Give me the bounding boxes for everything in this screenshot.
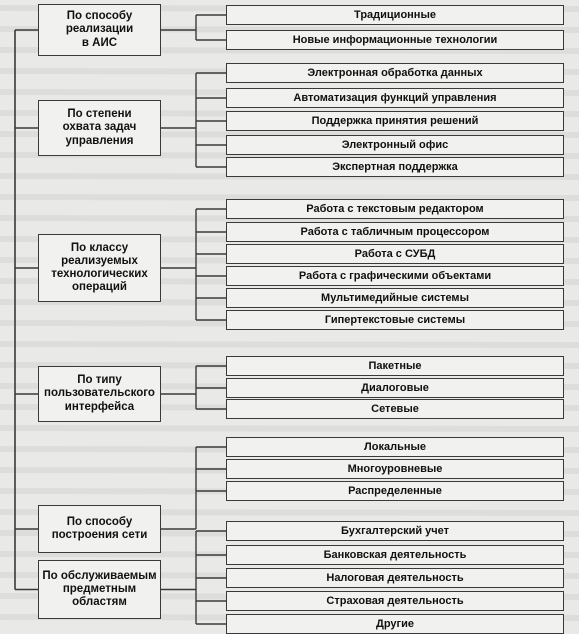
item-box (226, 437, 564, 457)
item-box (226, 521, 564, 541)
item-label: Экспертная поддержка (332, 160, 458, 173)
category-box-5 (38, 560, 161, 619)
item-box (226, 378, 564, 398)
item-box (226, 356, 564, 376)
item-label: Гипертекстовые системы (324, 313, 466, 326)
item-box (226, 63, 564, 83)
item-box (226, 222, 564, 242)
item-label: Пакетные (368, 359, 422, 372)
item-box (226, 614, 564, 634)
item-label: Бухгалтерский учет (340, 524, 450, 537)
item-label: Налоговая деятельность (326, 571, 464, 584)
item-box (226, 459, 564, 479)
category-box-0 (38, 4, 161, 56)
item-box (226, 288, 564, 308)
category-box-4 (38, 505, 161, 553)
item-box (226, 135, 564, 155)
item-box (226, 310, 564, 330)
item-box (226, 568, 564, 588)
item-box (226, 266, 564, 286)
item-label: Сетевые (371, 402, 419, 415)
item-box (226, 244, 564, 264)
item-box (226, 157, 564, 177)
item-label: Автоматизация функций управления (293, 91, 497, 104)
item-label: Мультимедийные системы (321, 291, 469, 304)
item-label: Диалоговые (361, 381, 429, 394)
item-box (226, 111, 564, 131)
item-label: Работа с табличным процессором (300, 225, 490, 238)
item-label: Работа с текстовым редактором (306, 202, 484, 215)
item-label: Поддержка принятия решений (311, 114, 479, 127)
category-label: По классу реализуемых технологических операций (51, 241, 148, 294)
item-label: Работа с графическими объектами (298, 269, 492, 282)
item-label: Электронная обработка данных (307, 66, 483, 79)
item-box (226, 88, 564, 108)
category-box-3 (38, 366, 161, 422)
item-box (226, 591, 564, 611)
item-label: Электронный офис (341, 138, 449, 151)
category-box-2 (38, 234, 161, 302)
item-box (226, 5, 564, 25)
item-box (226, 481, 564, 501)
category-label: По степени охвата задач управления (62, 108, 137, 147)
category-label: По типу пользовательского интерфейса (44, 374, 155, 413)
item-box (226, 545, 564, 565)
item-label: Традиционные (354, 8, 436, 21)
item-box (226, 199, 564, 219)
item-label: Банковская деятельность (323, 548, 467, 561)
item-label: Работа с СУБД (354, 247, 436, 260)
category-label: По способу реализации в АИС (65, 10, 134, 49)
item-box (226, 30, 564, 50)
item-label: Другие (376, 617, 414, 630)
item-box (226, 399, 564, 419)
item-label: Многоуровневые (347, 462, 443, 475)
item-label: Страховая деятельность (326, 594, 464, 607)
item-label: Новые информационные технологии (292, 33, 498, 46)
item-label: Локальные (364, 440, 426, 453)
category-label: По способу построения сети (51, 515, 148, 541)
item-label: Распределенные (348, 484, 442, 497)
category-box-1 (38, 100, 161, 156)
category-label: По обслуживаемым предметным областям (42, 569, 157, 609)
